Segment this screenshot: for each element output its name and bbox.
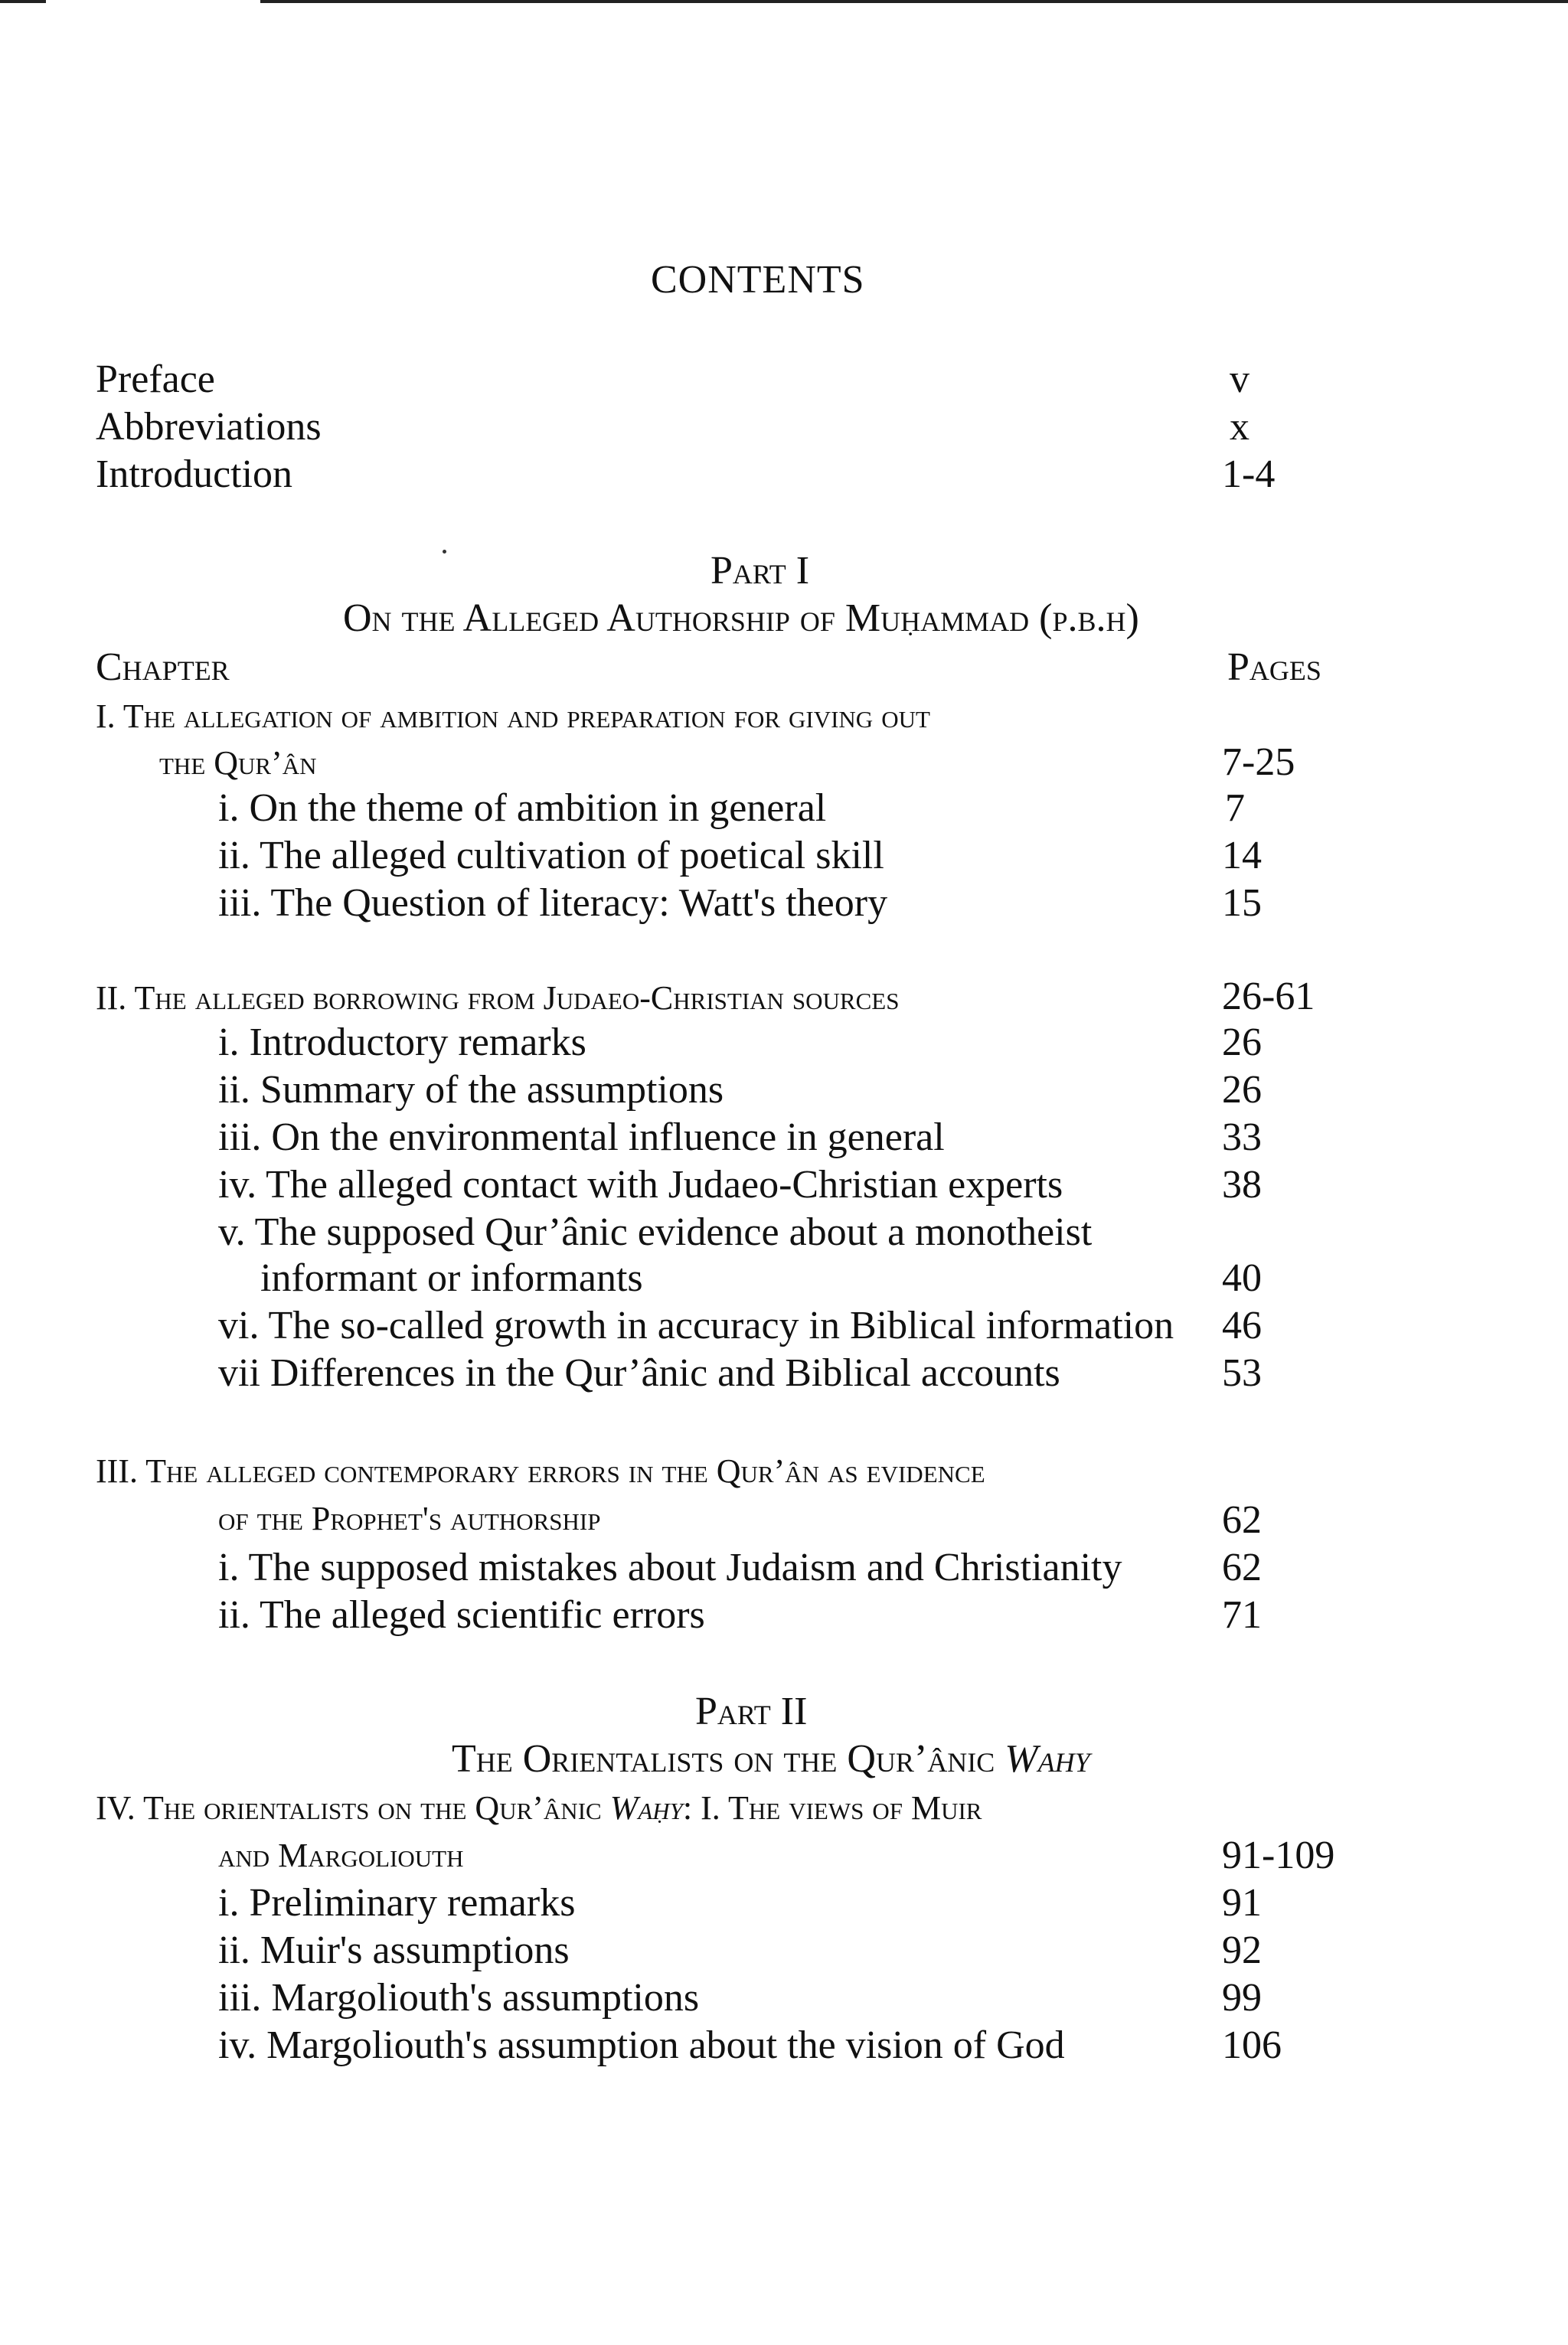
section-entry: ii. The alleged scientific errors (218, 1593, 705, 1637)
chapter-pages: 62 (1222, 1498, 1262, 1542)
section-page: 15 (1222, 881, 1262, 925)
chapter-column-header: Chapter (96, 645, 230, 689)
section-page: 46 (1222, 1304, 1262, 1347)
chapter-title-text: : I. The views of Muir (682, 1789, 982, 1827)
section-entry: ii. Summary of the assumptions (218, 1068, 724, 1112)
section-entry: ii. Muir's assumptions (218, 1929, 570, 1972)
top-rule (260, 0, 1568, 3)
section-entry: i. Preliminary remarks (218, 1881, 576, 1925)
section-entry: v. The supposed Qur’ânic evidence about a monotheist (218, 1210, 1093, 1254)
section-page: 91 (1222, 1881, 1262, 1925)
section-entry: i. The supposed mistakes about Judaism and Christianity (218, 1546, 1122, 1589)
section-page: 71 (1222, 1593, 1262, 1637)
section-entry: iii. Margoliouth's assumptions (218, 1976, 700, 2020)
chapter-title-continued: the Qur’ân (159, 744, 317, 782)
scan-speck (443, 550, 446, 554)
chapter-title-text: IV. The orientalists on the Qur’ânic (96, 1789, 610, 1827)
section-entry: i. On the theme of ambition in general (218, 786, 827, 830)
chapter-title: III. The alleged contemporary errors in the Qur’ân as evidence (96, 1452, 985, 1490)
section-page: 53 (1222, 1351, 1262, 1395)
front-matter-page: x (1230, 405, 1250, 449)
section-page: 106 (1222, 2023, 1282, 2067)
chapter-title (96, 1791, 982, 1825)
chapter-title: II. The alleged borrowing from Judaeo-Christian sources (96, 979, 900, 1017)
section-page: 7 (1225, 786, 1245, 830)
chapter-pages: 7-25 (1222, 740, 1295, 784)
section-entry: iv. The alleged contact with Judaeo-Christian experts (218, 1163, 1063, 1207)
part-heading: Part II (695, 1690, 808, 1733)
section-page: 99 (1222, 1976, 1262, 2020)
part-subtitle: On the Alleged Authorship of Muḥammad (p.b.h) (343, 596, 1139, 640)
section-entry: iii. The Question of literacy: Watt's theory (218, 881, 888, 925)
front-matter-page: v (1230, 358, 1250, 401)
section-entry: iv. Margoliouth's assumption about the vision of God (218, 2023, 1065, 2067)
section-page: 92 (1222, 1929, 1262, 1972)
part-subtitle-italic: Wahy (1004, 1737, 1090, 1781)
section-entry: vi. The so-called growth in accuracy in Biblical information (218, 1304, 1174, 1347)
front-matter-label: Abbreviations (96, 405, 322, 449)
chapter-title: I. The allegation of ambition and preparation for giving out (96, 697, 930, 735)
chapter-pages: 26-61 (1222, 975, 1315, 1018)
section-page: 26 (1222, 1068, 1262, 1112)
chapter-title-italic: Waḥy (609, 1789, 683, 1827)
front-matter-label: Introduction (96, 452, 293, 496)
section-entry: iii. On the environmental influence in general (218, 1115, 945, 1159)
pages-column-header: Pages (1227, 645, 1321, 689)
top-rule-left (0, 0, 46, 3)
section-page: 14 (1222, 834, 1262, 877)
part-subtitle-text: The Orientalists on the Qur’ânic (452, 1737, 1005, 1781)
section-page: 38 (1222, 1163, 1262, 1207)
section-page: 33 (1222, 1115, 1262, 1159)
page-title: CONTENTS (651, 258, 865, 302)
section-page: 40 (1222, 1256, 1262, 1300)
front-matter-label: Preface (96, 358, 215, 401)
part-heading: Part I (710, 549, 810, 593)
section-entry-continued: informant or informants (260, 1256, 643, 1300)
chapter-title-continued: and Margoliouth (218, 1837, 464, 1874)
chapter-pages: 91-109 (1222, 1834, 1335, 1877)
part-subtitle (452, 1739, 1090, 1779)
section-entry: ii. The alleged cultivation of poetical skill (218, 834, 884, 877)
front-matter-page: 1-4 (1222, 452, 1276, 496)
chapter-title-continued: of the Prophet's authorship (218, 1500, 601, 1537)
section-entry: i. Introductory remarks (218, 1021, 586, 1064)
section-page: 26 (1222, 1021, 1262, 1064)
section-page: 62 (1222, 1546, 1262, 1589)
section-entry: vii Differences in the Qur’ânic and Biblical accounts (218, 1351, 1060, 1395)
